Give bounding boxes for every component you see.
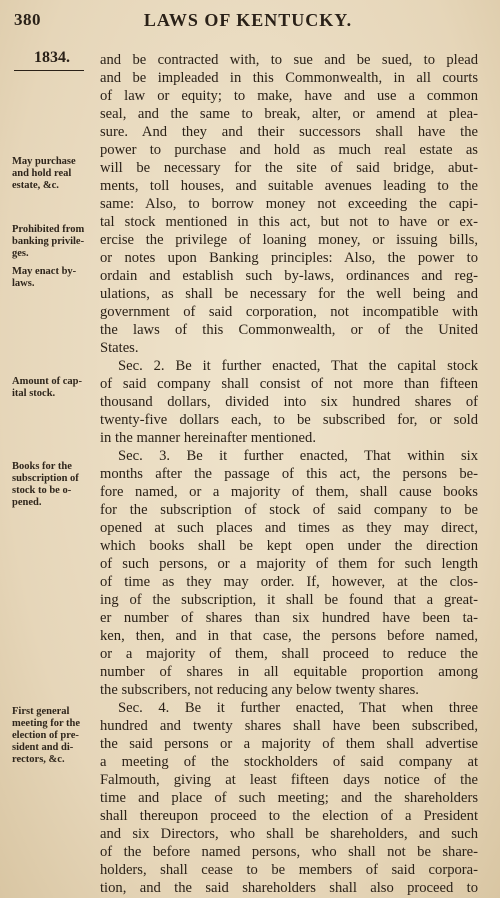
text-line: government of said corporation, not incompatible with [100,304,478,320]
text-line: the subscribers, not reducing any below twenty shares. [100,682,419,698]
margin-note: May purchase and hold real estate, &c. [12,156,76,191]
year-label: 1834. [34,49,70,66]
text-line: time and place of such meeting; and the shareholders [100,790,478,806]
margin-note: Prohibited from banking privile- ges. [12,224,85,259]
text-line: of time as they may order. If, however, at the clos- [100,574,478,590]
text-line: same: Also, to borrow money not exceeding the capi- [100,196,478,212]
text-line: ulations, as shall be necessary for the well being and [100,286,478,302]
text-line: tal stock mentioned in this act, but not to have or ex- [100,214,478,230]
text-line: twenty-five dollars each, to be subscribed for, or sold [100,412,478,428]
margin-note: First general meeting for the election of pre- sident and di- rectors, &c. [12,706,81,765]
text-line: and six Directors, who shall be shareholders, and such [100,826,478,842]
text-line: of law or equity; to make, have and use a common [100,88,478,104]
text-line: ordain and establish such by-laws, ordinances and reg- [100,268,478,284]
section-line: Sec. 3. Be it further enacted, That within six [118,448,478,464]
text-line: power to purchase and hold as much real estate as [100,142,478,158]
text-line: hundred and twenty shares shall have been subscribed, [100,718,478,734]
year-rule [14,70,84,71]
text-line: ments, toll houses, and suitable avenues leading to the [100,178,478,194]
text-line: a meeting of the stockholders of said company at [100,754,478,770]
text-line: shall thereupon proceed to the election of a President [100,808,478,824]
text-line: ercise the privilege of loaning money, or issuing bills, [100,232,478,248]
section-line: Sec. 4. Be it further enacted, That when three [118,700,478,716]
text-line: of said company shall consist of not more than fifteen [100,376,478,392]
text-line: and be impleaded in this Commonwealth, in all courts [100,70,478,86]
text-line: States. [100,340,139,356]
text-line: will be necessary for the site of said bridge, abut- [100,160,478,176]
text-line: months after the passage of this act, the persons be- [100,466,478,482]
text-line: holders, shall cease to be members of said corpora- [100,862,478,878]
text-line: or notes upon Banking principles: Also, the power to [100,250,478,266]
section-line: Sec. 2. Be it further enacted, That the capital stock [118,358,478,374]
text-line: or a majority of them, shall proceed to reduce the [100,646,478,662]
text-line: and be contracted with, to sue and be sued, to plead [100,52,478,68]
text-line: fore named, or a majority of them, shall cause books [100,484,478,500]
text-line: ken, then, and in that case, the persons before named, [100,628,478,644]
page-header [10,10,486,32]
text-line: the said persons or a majority of them shall advertise [100,736,478,752]
page-number: 380 [14,10,41,29]
margin-note: Amount of cap- ital stock. [12,376,82,399]
text-line: for the subscription of stock of said company to be [100,502,478,518]
margin-note: Books for the subscription of stock to be o- pened. [12,461,79,508]
text-line: of the before named persons, who shall not be share- [100,844,478,860]
text-line: er number of shares than six hundred have been ta- [100,610,478,626]
text-line: thousand dollars, divided into six hundred shares of [100,394,478,410]
margin-note: May enact by- laws. [12,266,77,289]
text-line: in the manner hereinafter mentioned. [100,430,316,446]
text-line: number of shares in all equitable proportion among [100,664,478,680]
text-line: of such persons, or a majority of them for such length [100,556,478,572]
text-line: sure. And they and their successors shall have the [100,124,478,140]
text-line: ing of the subscription, it shall be found that a great- [100,592,478,608]
text-line: Falmouth, giving at least fifteen days notice of the [100,772,478,788]
text-line: tion, and the said shareholders shall also proceed to [100,880,478,896]
text-line: which books shall be kept open under the direction [100,538,478,554]
running-title: LAWS OF KENTUCKY. [143,10,353,30]
text-line: the laws of this Commonwealth, or of the United [100,322,478,338]
text-line: seal, and the same to break, alter, or amend at plea- [100,106,478,122]
text-line: opened at such places and times as they may direct, [100,520,478,536]
